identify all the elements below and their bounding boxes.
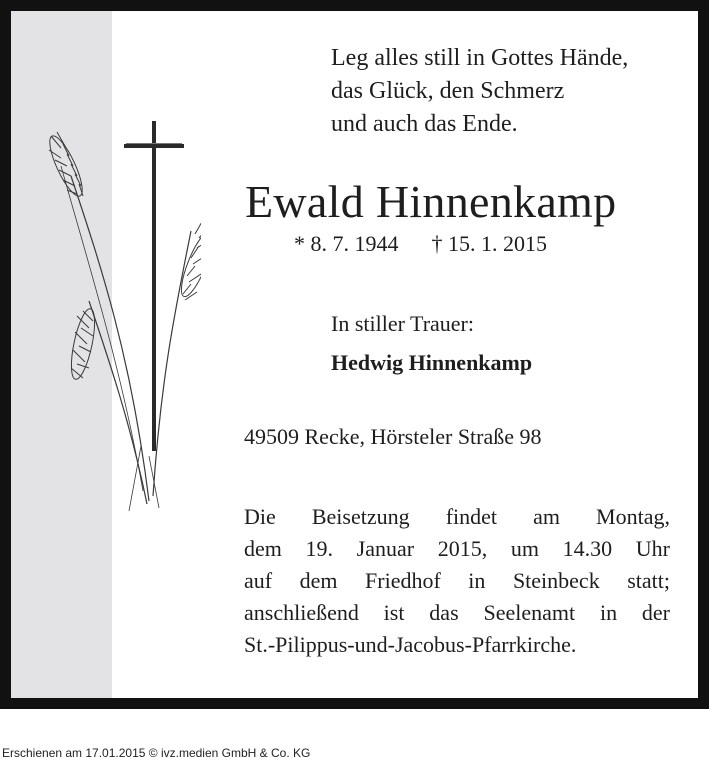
life-dates: * 8. 7. 1944 † 15. 1. 2015 — [294, 231, 547, 256]
funeral-line: St.-Pilippus-und-Jacobus-Pfarrkirche. — [244, 632, 577, 657]
funeral-line: auf dem Friedhof in Steinbeck statt; — [244, 568, 670, 593]
poem-line: das Glück, den Schmerz — [331, 78, 565, 104]
poem — [331, 42, 628, 141]
funeral-details — [244, 501, 670, 661]
address: 49509 Recke, Hörsteler Straße 98 — [244, 424, 542, 449]
mourner-name: Hedwig Hinnenkamp — [331, 350, 533, 375]
funeral-line: anschließend ist das Seelenamt in der — [244, 600, 670, 625]
funeral-line: dem 19. Januar 2015, um 14.30 Uhr — [244, 536, 670, 561]
poem-line: Leg alles still in Gottes Hände, — [331, 45, 629, 71]
poem-line: und auch das Ende. — [331, 111, 518, 137]
funeral-line: Die Beisetzung findet am Montag, — [244, 504, 670, 529]
cross-and-wheat-illustration — [31, 116, 201, 516]
mourning-label: In stiller Trauer: — [331, 311, 474, 336]
publication-footer: Erschienen am 17.01.2015 © ivz.medien GmbH & Co. KG — [2, 746, 311, 760]
deceased-name: Ewald Hinnenkamp — [245, 176, 617, 227]
wheat-icon — [44, 132, 201, 511]
